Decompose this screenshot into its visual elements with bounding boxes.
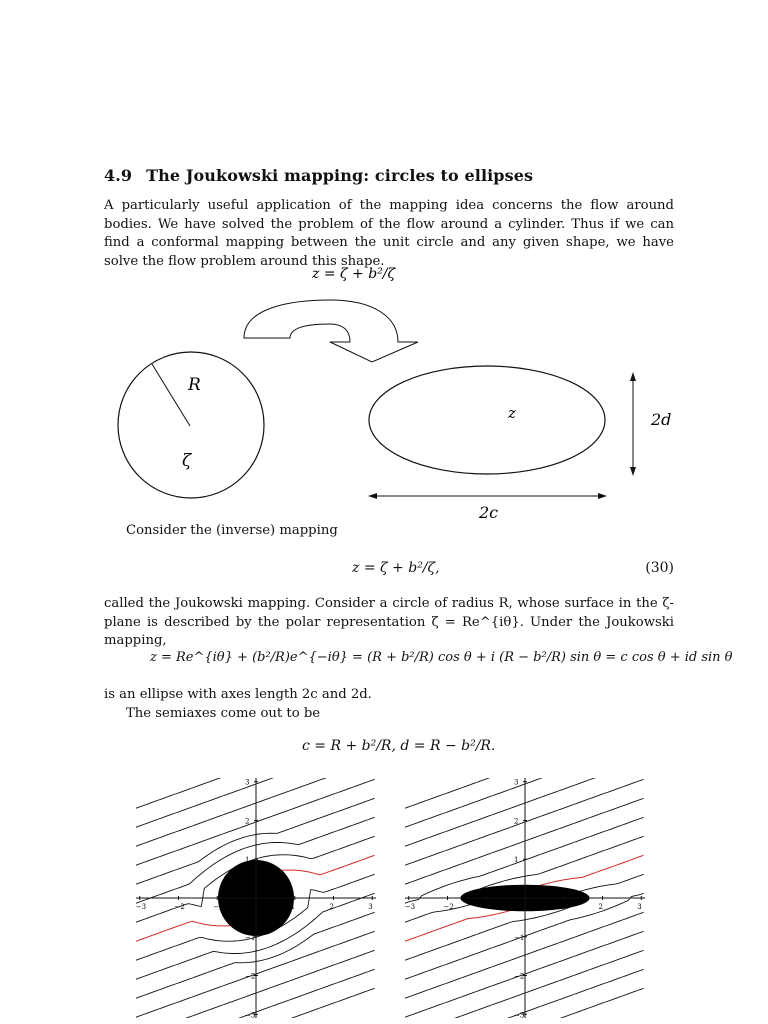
radius-line xyxy=(152,364,190,426)
y-tick-label: −3 xyxy=(245,1011,256,1018)
radius-label: R xyxy=(188,375,201,395)
z-ellipse xyxy=(369,366,605,474)
section-title: The Joukowski mapping: circles to ellipses xyxy=(146,166,534,185)
mapping-figure xyxy=(0,258,768,528)
zeta-circle xyxy=(118,352,264,498)
y-tick-label: 2 xyxy=(245,817,250,826)
long-equation: z = Re^{iθ} + (b²/R)e^{−iθ} = (R + b²/R) cos θ + i (R − b²/R) sin θ = c cos θ + id sin θ xyxy=(150,650,733,665)
z-plane-label: z xyxy=(508,404,516,422)
ellipse-text: is an ellipse with axes length 2c and 2d. xyxy=(104,687,372,702)
streamline xyxy=(405,778,644,847)
x-tick-label: 3 xyxy=(368,903,373,911)
consider-line xyxy=(104,522,674,541)
arrowhead-down-icon xyxy=(630,467,636,476)
semiaxes-equation: c = R + b²/R, d = R − b²/R. xyxy=(302,738,496,754)
y-tick-label: 3 xyxy=(245,778,250,787)
y-tick-label: 3 xyxy=(514,778,519,787)
called-paragraph xyxy=(104,595,674,651)
streamline xyxy=(405,779,644,866)
x-tick-label: −2 xyxy=(443,903,454,911)
semiaxes-text: The semiaxes come out to be xyxy=(126,706,321,721)
streamline xyxy=(136,950,375,1018)
y-tick-label: 1 xyxy=(514,856,519,865)
streamline xyxy=(405,798,644,885)
y-tick-label: −1 xyxy=(245,933,256,942)
consider-text: Consider the (inverse) mapping xyxy=(126,523,338,538)
streamline-plot-ellipse xyxy=(405,778,645,1018)
mapping-label: z = ζ + b²/ζ xyxy=(312,266,396,282)
x-tick-label: −1 xyxy=(213,903,224,911)
section-heading xyxy=(104,166,533,185)
arrowhead-right-icon xyxy=(598,493,607,499)
arrowhead-left-icon xyxy=(368,493,377,499)
x-tick-label: 2 xyxy=(329,903,334,911)
zeta-plane-label: ζ xyxy=(182,451,192,471)
arrowhead-up-icon xyxy=(630,372,636,381)
x-tick-label: −3 xyxy=(405,903,416,911)
intro-text: A particularly useful application of the mapping idea concerns the flow around bodies. We have solved the problem of the flow around a cylinder. Thus if we can find a conformal mapping between the unit circle and any given shape, we have solve the flow problem around this shape. xyxy=(104,198,674,269)
x-tick-label: 3 xyxy=(637,903,642,911)
y-tick-label: −2 xyxy=(514,972,525,981)
streamline xyxy=(136,778,375,847)
x-tick-label: 2 xyxy=(598,903,603,911)
x-tick-label: 1 xyxy=(559,903,565,911)
streamline xyxy=(405,912,644,999)
equation-number: (30) xyxy=(645,560,674,576)
semiaxes-line xyxy=(104,705,674,724)
streamline xyxy=(405,950,644,1018)
streamline xyxy=(136,778,375,809)
curved-arrow-icon xyxy=(244,300,418,362)
streamline xyxy=(405,778,644,809)
streamline-plot-cylinder xyxy=(136,778,376,1018)
section-number: 4.9 xyxy=(104,166,133,185)
called-text: called the Joukowski mapping. Consider a circle of radius R, whose surface in the ζ-plane is described by the polar representation ζ = Re^{iθ}. Under the Joukowski mapping, xyxy=(104,596,674,649)
width-label: 2c xyxy=(479,503,499,522)
height-label: 2d xyxy=(651,410,672,429)
x-tick-label: −1 xyxy=(482,903,493,911)
x-tick-label: 1 xyxy=(290,903,296,911)
x-tick-label: −3 xyxy=(136,903,147,911)
y-tick-label: −2 xyxy=(245,972,256,981)
y-tick-label: 2 xyxy=(514,817,519,826)
ellipse-line xyxy=(104,686,674,705)
equation-30: z = ζ + b²/ζ, xyxy=(352,560,440,576)
streamline xyxy=(136,779,375,866)
y-tick-label: 1 xyxy=(245,856,250,865)
x-tick-label: −2 xyxy=(174,903,185,911)
y-tick-label: −1 xyxy=(514,933,525,942)
y-tick-label: −3 xyxy=(514,1011,525,1018)
